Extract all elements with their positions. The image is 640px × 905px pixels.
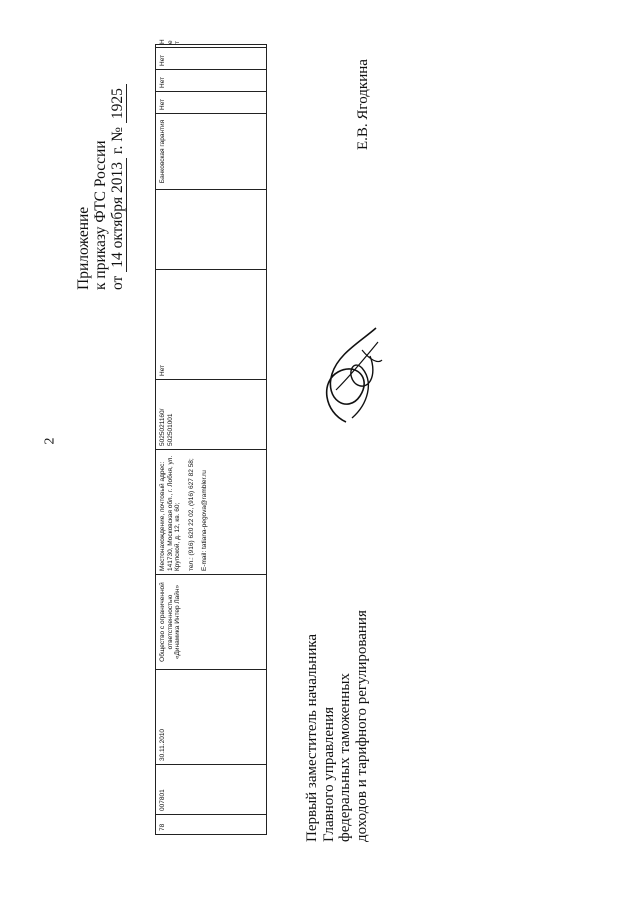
email-line: E-mail: tatiana-pegova@rambler.ru xyxy=(201,470,208,571)
cell-col7 xyxy=(156,190,267,270)
registry-table xyxy=(155,39,267,835)
page-number: 2 xyxy=(42,437,58,445)
year-suffix: г. xyxy=(109,145,126,155)
appendix-order-ref: к приказу ФТС России xyxy=(92,140,109,290)
cell-col12: Нет xyxy=(156,45,267,48)
address-line: Местонахождение, почтовый адрес: 141730, Московская обл., г. Лобня, ул. Крупской, д. 12, кв. 60; xyxy=(159,455,181,571)
appendix-header xyxy=(75,50,126,290)
cell-org-name: Общество с ограниченной ответственностью «Динамика Интер Лайн» xyxy=(156,575,267,670)
phone-line: тел.: (916) 620 22 02, (916) 627 82 58; xyxy=(187,458,195,571)
cell-inn-kpp: 5025021160/ 502501001 xyxy=(156,380,267,450)
order-date: 14 октября 2013 xyxy=(109,158,127,272)
signer-name: Е.В. Ягодкина xyxy=(355,59,371,150)
appendix-title: Приложение xyxy=(75,206,92,290)
cell-col10: Нет xyxy=(156,70,267,92)
signatory-line-1: Первый заместитель начальника xyxy=(304,633,320,842)
appendix-order-date xyxy=(109,50,126,290)
registry-table-grid xyxy=(155,39,267,835)
number-sign: № xyxy=(109,126,126,142)
signatory-title xyxy=(304,582,370,842)
cell-address xyxy=(156,450,267,575)
date-prefix: от xyxy=(109,275,126,290)
cell-reg-number: 007801 xyxy=(156,765,267,815)
signatory-line-2: Главного управления xyxy=(320,707,337,842)
cell-col6: Нет xyxy=(156,270,267,380)
cell-date: 30.11.2010 xyxy=(156,670,267,765)
cell-col11: Нет xyxy=(156,48,267,70)
table-row xyxy=(156,45,267,835)
signatory-line-3: федеральных таможенных xyxy=(337,673,353,842)
signatory-line-4: доходов и тарифного регулирования xyxy=(353,610,370,842)
cell-security: Банковская гарантия xyxy=(156,114,267,190)
cell-col9: Нет xyxy=(156,92,267,114)
order-number: 1925 xyxy=(109,84,127,123)
signature-icon xyxy=(316,320,384,430)
cell-row-number: 78 xyxy=(156,815,267,835)
